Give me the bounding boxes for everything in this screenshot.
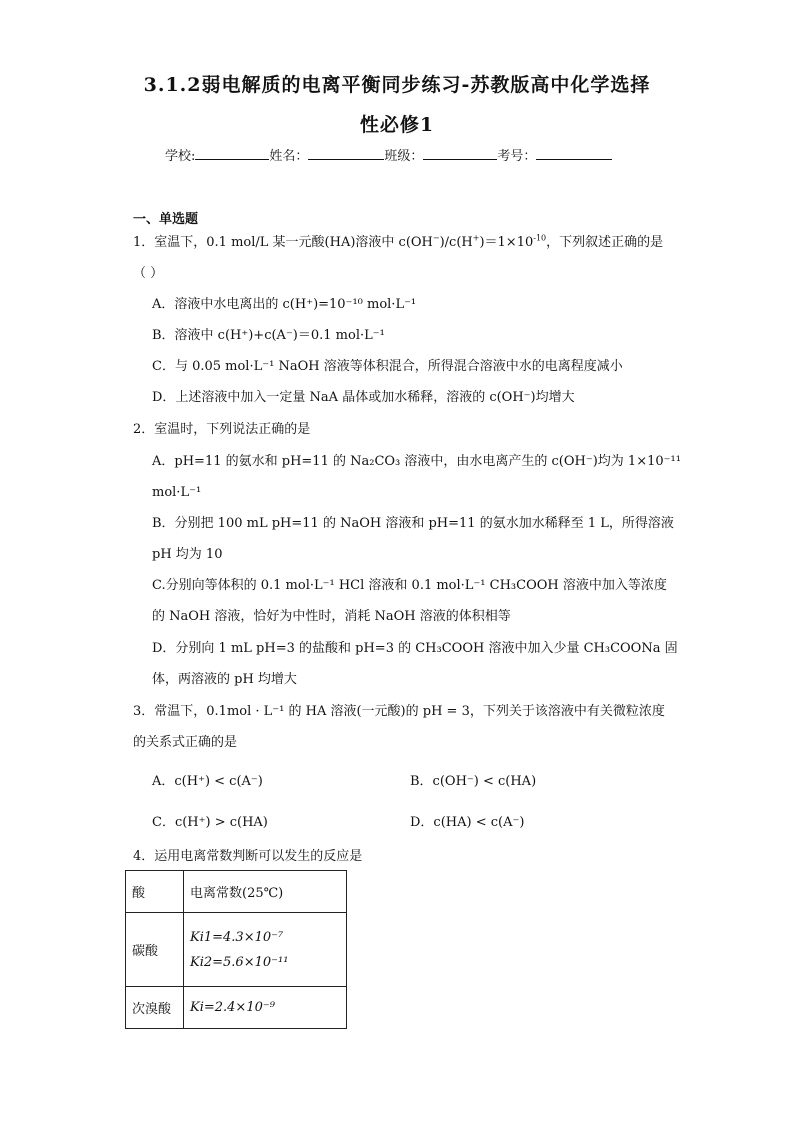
q3-option-c: C．c(H⁺) > c(HA): [152, 815, 268, 830]
school-label: 学校:: [165, 149, 196, 164]
table-row: [126, 913, 347, 987]
q1-option-b: B．溶液中 c(H⁺)+c(A⁻)＝0.1 mol·L⁻¹: [152, 328, 385, 343]
table-header-row: [126, 871, 347, 913]
q1-stem: 1．室温下，0.1 mol/L 某一元酸(HA)溶液中 $c(OH^-)/c(H^+)=1\times 10^{-10}$，下列叙述正确的是: [133, 233, 664, 250]
q2-option-d-line2: 体，两溶液的 pH 均增大: [152, 672, 297, 687]
q2-option-b-line1: B．分别把 100 mL pH=11 的 NaOH 溶液和 pH=11 的氨水加水稀释至 1 L，所得溶液: [152, 516, 674, 531]
q3-stem-line2: 的关系式正确的是: [133, 735, 238, 750]
constant-ki1: Ki1=4.3×10⁻⁷: [190, 929, 284, 945]
q1-stem-part: )＝1×10: [479, 235, 534, 250]
constant-ki2: Ki2=5.6×10⁻¹¹: [190, 954, 289, 970]
table-cell-acid: 碳酸: [126, 913, 184, 987]
q1-answer-paren: （ ）: [133, 266, 164, 281]
table-cell-constants: [184, 913, 347, 987]
q2-option-c-line1: C.分别向等体积的 0.1 mol·L⁻¹ HCl 溶液和 0.1 mol·L⁻¹ CH₃COOH 溶液中加入等浓度: [152, 578, 667, 593]
ionization-constant-table: [125, 870, 347, 1029]
q2-stem: 2．室温时，下列说法正确的是: [133, 422, 311, 437]
table-header-cell: 电离常数(25℃): [184, 871, 347, 913]
q1-option-d: D．上述溶液中加入一定量 NaA 晶体或加水稀释，溶液的 c(OH⁻)均增大: [152, 390, 575, 405]
q3-stem-line1: 3．常温下，0.1mol · L⁻¹ 的 HA 溶液(一元酸)的 pH = 3，下列关于该溶液中有关微粒浓度: [133, 704, 665, 719]
q2-option-d-line1: D．分别向 1 mL pH=3 的盐酸和 pH=3 的 CH₃COOH 溶液中加入少量 CH₃COONa 固: [152, 641, 678, 656]
q1-stem-exponent: -10: [533, 233, 547, 243]
q1-option-a: A．溶液中水电离出的 c(H⁺)=10⁻¹⁰ mol·L⁻¹: [152, 297, 417, 312]
q2-option-a-line1: A．pH=11 的氨水和 pH=11 的 Na₂CO₃ 溶液中，由水电离产生的 c(OH⁻)均为 1×10⁻¹¹: [152, 454, 681, 469]
student-info-line: [165, 145, 612, 164]
q2-option-b-line2: pH 均为 10: [152, 547, 223, 562]
class-blank[interactable]: [423, 147, 497, 160]
table-row: [126, 987, 347, 1029]
q1-stem-part: 1．室温下，0.1 mol/L 某一元酸(HA)溶液中 c(OH: [133, 235, 433, 250]
section-heading: 一、单选题: [133, 212, 199, 227]
exam-no-blank[interactable]: [536, 147, 612, 160]
q1-option-c: C．与 0.05 mol·L⁻¹ NaOH 溶液等体积混合，所得混合溶液中水的电离程度减小: [152, 359, 623, 374]
q3-option-a: A．c(H⁺) < c(A⁻): [152, 774, 263, 789]
q4-stem: 4．运用电离常数判断可以发生的反应是: [133, 849, 363, 864]
q2-option-c-line2: 的 NaOH 溶液，恰好为中性时，消耗 NaOH 溶液的体积相等: [152, 609, 511, 624]
exam-no-label: 考号：: [497, 149, 537, 164]
q1-stem-part: ，下列叙述正确的是: [546, 235, 664, 250]
table-header-cell: 酸: [126, 871, 184, 913]
table-cell-constants: Ki=2.4×10⁻⁹: [184, 987, 347, 1029]
table-cell-acid: 次溴酸: [126, 987, 184, 1029]
q3-option-d: D．c(HA) < c(A⁻): [410, 815, 525, 830]
class-label: 班级：: [384, 149, 424, 164]
document-title-line2: 性必修1: [359, 114, 435, 136]
school-blank[interactable]: [195, 147, 269, 160]
q1-stem-part: )/c(H: [439, 235, 473, 250]
q3-option-b: B．c(OH⁻) < c(HA): [410, 774, 537, 789]
name-blank[interactable]: [308, 147, 384, 160]
name-label: 姓名：: [269, 149, 309, 164]
q2-option-a-line2: mol·L⁻¹: [152, 485, 202, 500]
document-title-line1: 3.1.2弱电解质的电离平衡同步练习-苏教版高中化学选择: [143, 74, 651, 96]
